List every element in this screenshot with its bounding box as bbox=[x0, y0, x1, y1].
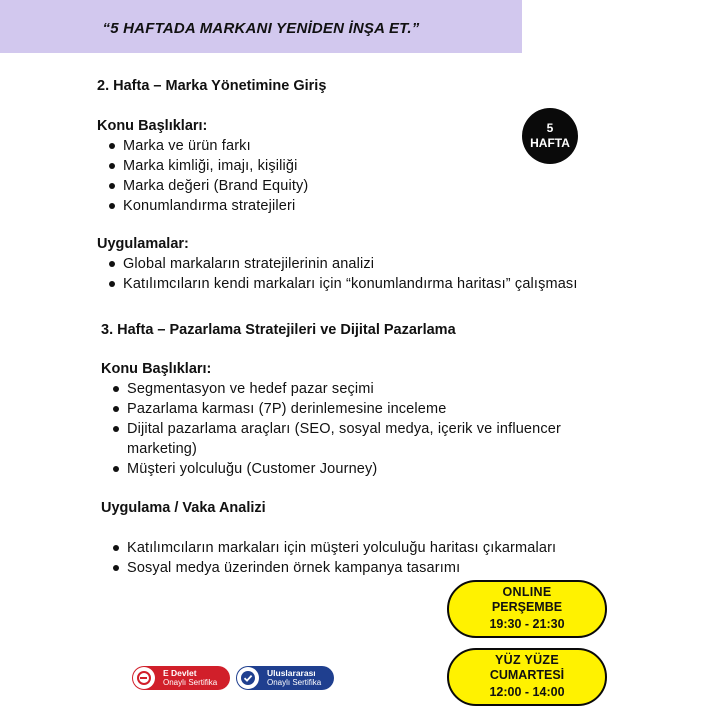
cert-subtitle: Onaylı Sertifika bbox=[267, 678, 322, 687]
week3-title: 3. Hafta – Pazarlama Stratejileri ve Dijital Pazarlama bbox=[101, 322, 456, 338]
week2-topics-heading: Konu Başlıkları: bbox=[97, 118, 208, 134]
week3-section bbox=[101, 320, 456, 340]
week2-apps bbox=[97, 234, 578, 294]
online-time: 19:30 - 21:30 bbox=[489, 617, 565, 631]
week3-apps-list bbox=[101, 538, 556, 578]
e-devlet-certificate-badge bbox=[132, 666, 230, 690]
week2-topics bbox=[97, 116, 308, 216]
week3-apps bbox=[101, 538, 556, 578]
week3-apps-heading: Uygulama / Vaka Analizi bbox=[101, 500, 266, 516]
e-devlet-logo-icon bbox=[133, 667, 155, 689]
in-person-schedule-pill bbox=[447, 648, 607, 706]
online-mode-label: ONLINE bbox=[502, 585, 552, 599]
week2-apps-list bbox=[97, 254, 578, 294]
week2-topics-list bbox=[97, 136, 308, 216]
badge-label: HAFTA bbox=[530, 136, 570, 150]
in-person-mode-label: YÜZ YÜZE bbox=[495, 653, 559, 667]
list-item: Müşteri yolculuğu (Customer Journey) bbox=[101, 459, 601, 479]
checkmark-icon bbox=[237, 667, 259, 689]
list-item: Marka kimliği, imajı, kişiliği bbox=[97, 156, 308, 176]
in-person-day: CUMARTESİ bbox=[489, 668, 565, 682]
online-day: PERŞEMBE bbox=[491, 600, 563, 614]
list-item: Sosyal medya üzerinden örnek kampanya tasarımı bbox=[101, 558, 556, 578]
list-item: Katılımcıların kendi markaları için “konumlandırma haritası” çalışması bbox=[97, 274, 578, 294]
week3-topics-heading: Konu Başlıkları: bbox=[101, 361, 212, 377]
week3-topics-list bbox=[101, 379, 601, 479]
list-item: Dijital pazarlama araçları (SEO, sosyal medya, içerik ve influencer marketing) bbox=[101, 419, 601, 459]
list-item: Marka ve ürün farkı bbox=[97, 136, 308, 156]
week3-topics bbox=[101, 359, 601, 479]
cert-title: E Devlet bbox=[163, 668, 197, 678]
week2-apps-heading: Uygulamalar: bbox=[97, 236, 189, 252]
cert-subtitle: Onaylı Sertifika bbox=[163, 678, 218, 687]
week2-section bbox=[97, 76, 326, 96]
list-item: Konumlandırma stratejileri bbox=[97, 196, 308, 216]
list-item: Global markaların stratejilerinin analizi bbox=[97, 254, 578, 274]
week2-title: 2. Hafta – Marka Yönetimine Giriş bbox=[97, 78, 327, 94]
banner-title: “5 HAFTADA MARKANI YENİDEN İNŞA ET.” bbox=[102, 20, 420, 37]
list-item: Segmentasyon ve hedef pazar seçimi bbox=[101, 379, 601, 399]
week3-apps-heading-wrap bbox=[101, 498, 266, 518]
list-item: Marka değeri (Brand Equity) bbox=[97, 176, 308, 196]
online-schedule-pill bbox=[447, 580, 607, 638]
badge-number: 5 bbox=[546, 121, 554, 135]
weeks-badge bbox=[522, 108, 578, 164]
title-banner bbox=[0, 0, 522, 53]
list-item: Katılımcıların markaları için müşteri yolculuğu haritası çıkarmaları bbox=[101, 538, 556, 558]
in-person-time: 12:00 - 14:00 bbox=[489, 685, 565, 699]
international-certificate-badge bbox=[236, 666, 334, 690]
list-item: Pazarlama karması (7P) derinlemesine inceleme bbox=[101, 399, 601, 419]
cert-title: Uluslararası bbox=[267, 668, 316, 678]
